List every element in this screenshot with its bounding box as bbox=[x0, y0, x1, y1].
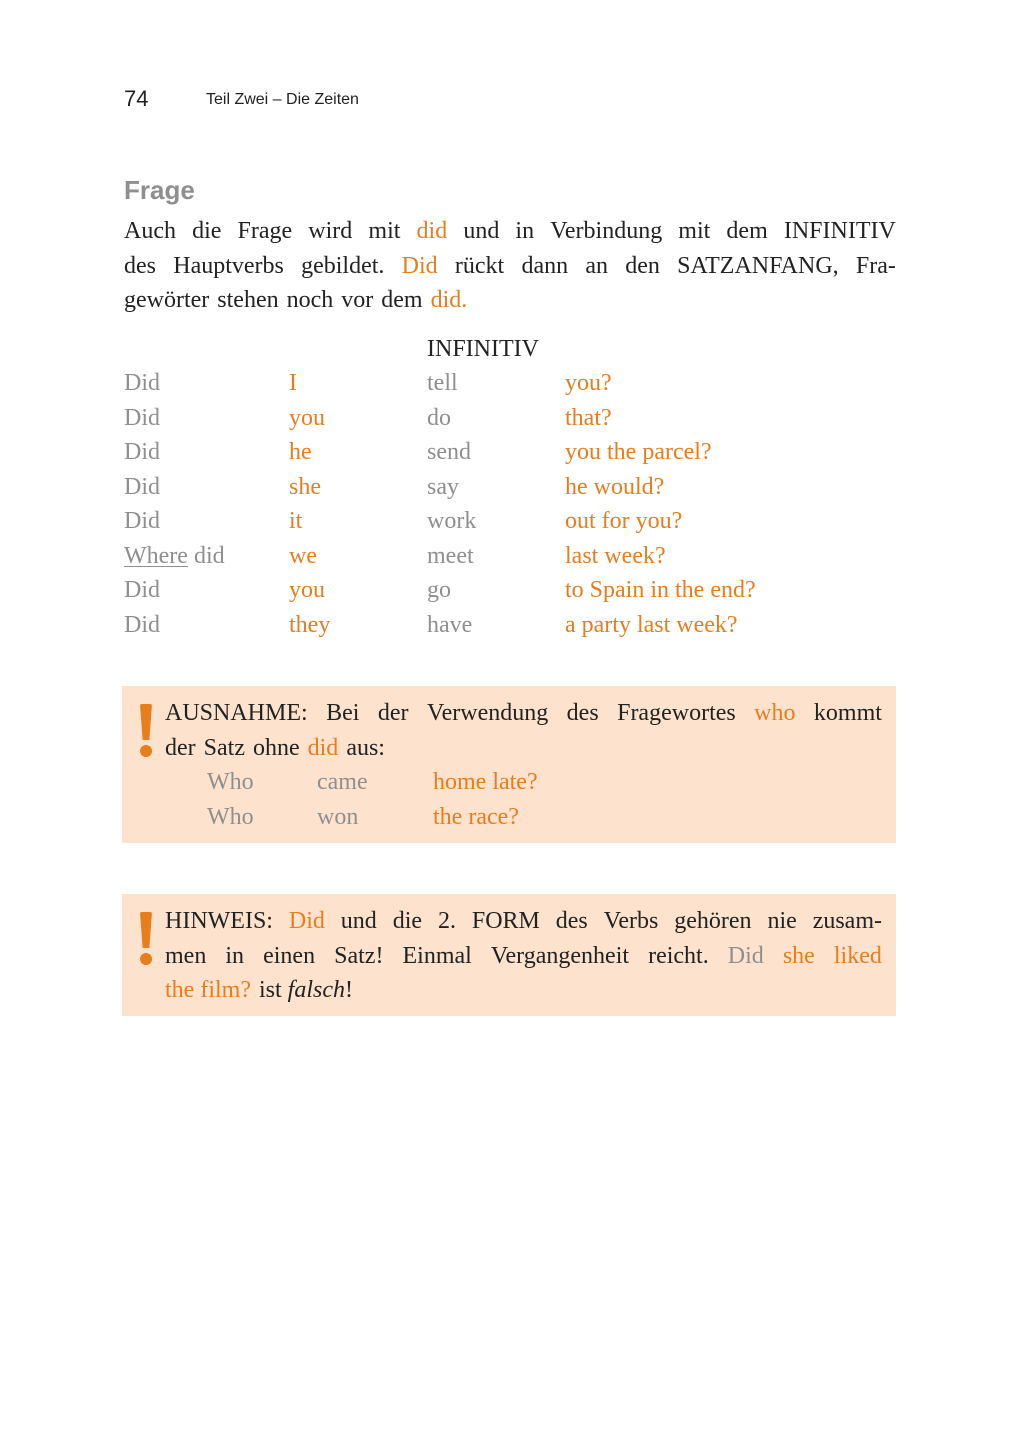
word: mit bbox=[368, 218, 401, 244]
word: vor bbox=[341, 287, 374, 313]
sentence-rest: to Spain in the end? bbox=[565, 577, 756, 603]
sentence-rest: that? bbox=[565, 404, 612, 431]
word: zusam- bbox=[812, 908, 882, 934]
sentence-rest: a party last week? bbox=[565, 611, 738, 638]
wrong-example-word: the film? bbox=[165, 977, 251, 1003]
infinitive-verb: have bbox=[427, 611, 473, 638]
exclamation-icon bbox=[135, 704, 157, 757]
example-row bbox=[124, 543, 896, 578]
word: Fragewortes bbox=[617, 700, 736, 726]
word: mit bbox=[678, 218, 711, 244]
sentence-rest: you the parcel? bbox=[565, 439, 712, 465]
word: 2. bbox=[437, 908, 456, 934]
sentence-rest: the race? bbox=[433, 803, 519, 830]
falsch-italic: falsch bbox=[287, 977, 345, 1003]
subject: it bbox=[289, 508, 303, 534]
aux-did: Did bbox=[124, 577, 160, 603]
highlight-did: Did bbox=[288, 908, 325, 934]
word: Frage bbox=[237, 218, 293, 244]
subject: I bbox=[289, 370, 297, 396]
word: Hauptverbs bbox=[173, 252, 284, 279]
subject: we bbox=[289, 542, 317, 569]
word: Auch bbox=[124, 218, 176, 244]
word: gebildet. bbox=[301, 252, 385, 279]
word: der bbox=[377, 700, 409, 726]
word: Verwendung bbox=[426, 700, 549, 726]
infinitive-column-header: INFINITIV bbox=[427, 336, 539, 362]
note-text bbox=[165, 904, 882, 1008]
highlight-who: who bbox=[754, 700, 796, 726]
exclamation-mark: ! bbox=[344, 977, 353, 1003]
sentence-rest: last week? bbox=[565, 542, 666, 569]
word: einen bbox=[263, 942, 316, 969]
who-word: Who bbox=[207, 803, 254, 830]
example-row bbox=[124, 405, 896, 440]
example-row bbox=[124, 439, 896, 474]
example-row bbox=[124, 508, 896, 543]
falsch-phrase bbox=[259, 973, 353, 1008]
word: den bbox=[625, 252, 660, 279]
highlight-did: did bbox=[307, 734, 339, 761]
word: Satz! bbox=[334, 942, 384, 969]
infinitive-verb: meet bbox=[427, 542, 474, 569]
word: ohne bbox=[252, 734, 300, 761]
word: Vergangenheit bbox=[490, 942, 630, 969]
who-example-row bbox=[165, 800, 882, 835]
wrong-example-word: liked bbox=[833, 942, 882, 969]
aux-did: Did bbox=[124, 611, 160, 638]
word: in bbox=[225, 942, 245, 969]
wrong-example-did: Did bbox=[727, 942, 764, 969]
word: und bbox=[463, 218, 500, 244]
word: men bbox=[165, 942, 207, 969]
word: des bbox=[124, 252, 156, 279]
word: Satz bbox=[203, 734, 245, 761]
word: rückt bbox=[454, 252, 505, 279]
infinitive-verb: go bbox=[427, 577, 451, 603]
aux-did: did bbox=[193, 542, 225, 569]
word: dem bbox=[381, 287, 423, 313]
sentence-rest: out for you? bbox=[565, 508, 683, 534]
word: Einmal bbox=[402, 942, 472, 969]
word: die bbox=[192, 218, 222, 244]
exclamation-icon bbox=[135, 912, 157, 965]
word: die bbox=[392, 908, 423, 934]
aux-did: Did bbox=[124, 473, 160, 500]
word: und bbox=[340, 908, 377, 934]
sentence-rest: you? bbox=[565, 370, 612, 396]
past-verb: won bbox=[317, 803, 359, 830]
word: ist bbox=[258, 977, 282, 1003]
word: FORM bbox=[471, 908, 540, 934]
highlight-did: did bbox=[416, 218, 448, 244]
word: Verbs bbox=[603, 908, 659, 934]
aux-did: Did bbox=[124, 439, 160, 465]
intro-line-1 bbox=[124, 214, 896, 249]
subject: he bbox=[289, 439, 312, 465]
exception-box bbox=[122, 686, 896, 843]
who-example-row bbox=[165, 765, 882, 800]
exception-line-2 bbox=[165, 731, 882, 766]
aux-did: Did bbox=[124, 404, 160, 431]
word: in bbox=[515, 218, 535, 244]
wrong-example-word: she bbox=[782, 942, 815, 969]
infinitive-verb: do bbox=[427, 404, 451, 431]
subject: they bbox=[289, 611, 331, 638]
word: Bei bbox=[326, 700, 360, 726]
running-title: Teil Zwei – Die Zeiten bbox=[206, 91, 359, 108]
word: noch bbox=[286, 287, 334, 313]
infinitive-verb: work bbox=[427, 508, 477, 534]
aux-did: Did bbox=[124, 508, 160, 534]
example-row bbox=[124, 370, 896, 405]
word: INFINITIV bbox=[783, 218, 896, 244]
who-word: Who bbox=[207, 769, 254, 795]
word: des bbox=[566, 700, 599, 726]
section-heading: Frage bbox=[124, 175, 195, 205]
sentence-rest: he would? bbox=[565, 473, 665, 500]
note-line-1 bbox=[165, 904, 882, 939]
word: wird bbox=[308, 218, 353, 244]
example-row bbox=[124, 474, 896, 509]
intro-paragraph bbox=[124, 214, 896, 318]
exception-text bbox=[165, 696, 882, 834]
word: AUSNAHME: bbox=[165, 700, 308, 726]
exception-line-1 bbox=[165, 696, 882, 731]
sentence-rest: home late? bbox=[433, 769, 538, 795]
word: an bbox=[585, 252, 608, 279]
page-number: 74 bbox=[124, 86, 149, 111]
subject: she bbox=[289, 473, 321, 500]
word: stehen bbox=[217, 287, 279, 313]
word: Fra- bbox=[855, 252, 896, 279]
past-verb: came bbox=[317, 769, 368, 795]
word: des bbox=[555, 908, 588, 934]
subject: you bbox=[289, 404, 325, 431]
word: kommt bbox=[813, 700, 882, 726]
highlight-did: did. bbox=[430, 287, 468, 313]
intro-line-2 bbox=[124, 249, 896, 284]
infinitive-verb: say bbox=[427, 473, 459, 500]
word: HINWEIS: bbox=[165, 908, 273, 934]
example-table bbox=[124, 370, 896, 646]
infinitive-verb: send bbox=[427, 439, 471, 465]
word: gehören bbox=[674, 908, 752, 934]
word: aus: bbox=[346, 734, 385, 761]
subject: you bbox=[289, 577, 325, 603]
word: dann bbox=[521, 252, 569, 279]
note-line-2 bbox=[165, 939, 882, 974]
infinitive-verb: tell bbox=[427, 370, 458, 396]
highlight-did: Did bbox=[401, 252, 438, 279]
word: nie bbox=[767, 908, 797, 934]
question-aux bbox=[124, 543, 225, 570]
word: Verbindung bbox=[550, 218, 663, 244]
word: dem bbox=[726, 218, 768, 244]
word: reicht. bbox=[648, 942, 709, 969]
aux-did: Did bbox=[124, 370, 160, 396]
word: der bbox=[165, 734, 196, 761]
example-row bbox=[124, 577, 896, 612]
note-box bbox=[122, 894, 896, 1016]
word: SATZANFANG, bbox=[677, 252, 839, 279]
example-row bbox=[124, 612, 896, 647]
note-line-3 bbox=[165, 973, 882, 1008]
question-word: Where bbox=[124, 542, 188, 569]
word: gewörter bbox=[124, 287, 210, 313]
intro-line-3 bbox=[124, 283, 896, 318]
